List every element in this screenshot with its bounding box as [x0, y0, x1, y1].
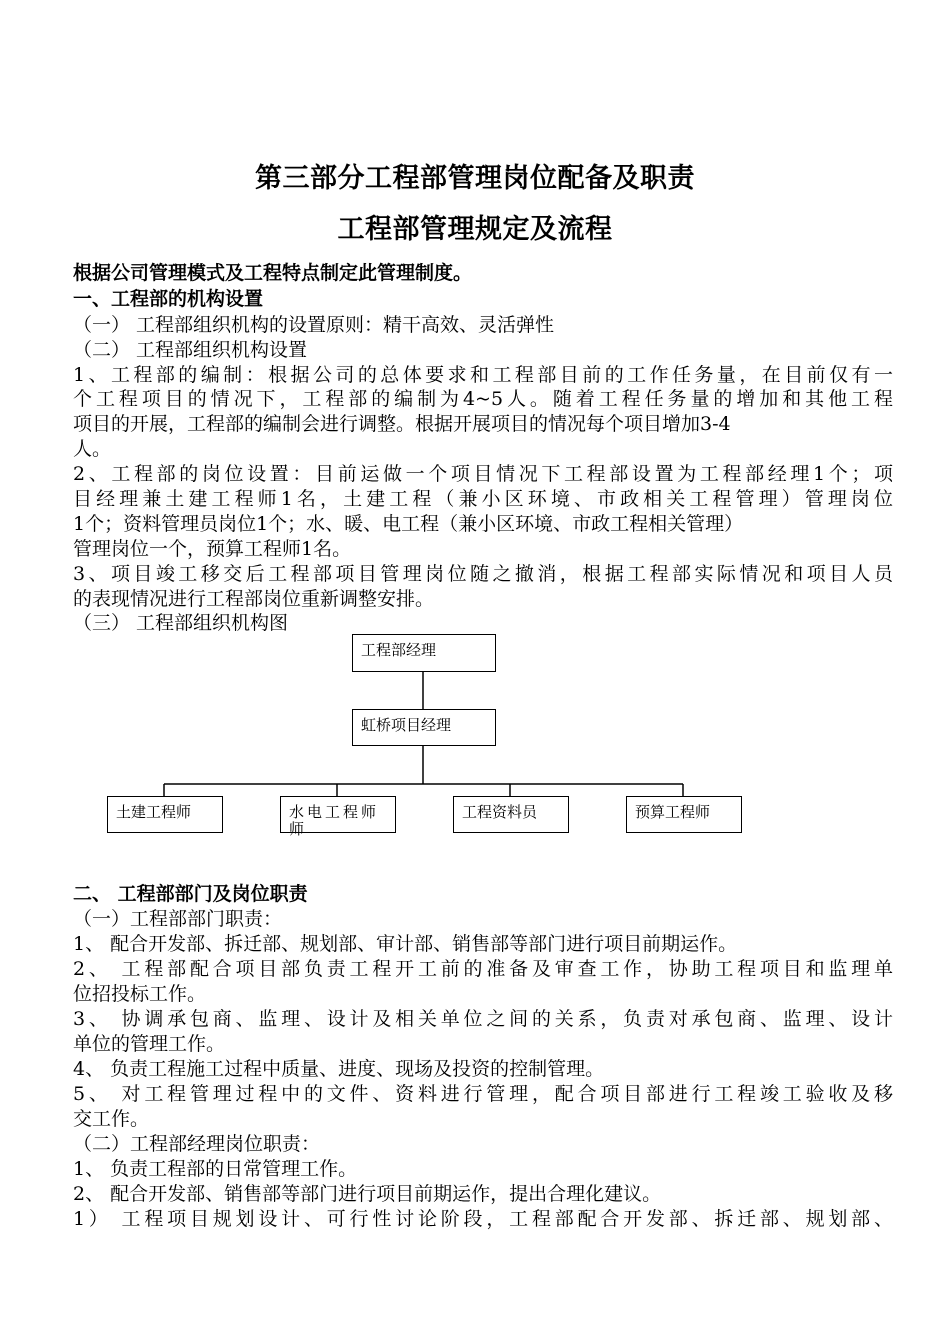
paragraph-line: 2、工程部的岗位设置：目前运做一个项目情况下工程部设置为工程部经理1个；项: [73, 463, 893, 485]
paragraph-line: 2、 配合开发部、销售部等部门进行项目前期运作，提出合理化建议。: [73, 1183, 662, 1205]
paragraph-line: 单位的管理工作。: [73, 1033, 226, 1055]
section-heading-2: 二、 工程部部门及岗位职责: [73, 883, 308, 905]
paragraph-line: 1、 负责工程部的日常管理工作。: [73, 1158, 358, 1180]
paragraph-line: 管理岗位一个，预算工程师1名。: [73, 538, 352, 560]
paragraph-line: 交工作。: [73, 1108, 150, 1130]
paragraph-line: 3、项目竣工移交后工程部项目管理岗位随之撤消，根据工程部实际情况和项目人员: [73, 563, 893, 585]
document-subtitle: 工程部管理规定及流程: [337, 214, 613, 245]
paragraph-line: 项目的开展，工程部的编制会进行调整。根据开展项目的情况每个项目增加3-4: [73, 413, 731, 435]
paragraph-line: （二） 工程部组织机构设置: [73, 339, 308, 361]
paragraph-line: （一）工程部部门职责：: [73, 908, 283, 930]
org-node-mep-engineer: 水电工程师 师: [280, 796, 396, 833]
org-node-document-clerk: 工程资料员: [453, 796, 569, 833]
paragraph-line: 1、 配合开发部、拆迁部、规划部、审计部、销售部等部门进行项目前期运作。: [73, 933, 738, 955]
paragraph-line: 2、 工程部配合项目部负责工程开工前的准备及审查工作，协助工程项目和监理单: [73, 958, 893, 980]
paragraph-line: 的表现情况进行工程部岗位重新调整安排。: [73, 588, 435, 610]
paragraph-line: （一） 工程部组织机构的设置原则：精干高效、灵活弹性: [73, 314, 555, 336]
paragraph-line: 个工程项目的情况下，工程部的编制为4~5人。随着工程任务量的增加和其他工程: [73, 388, 893, 410]
paragraph-line: （二）工程部经理岗位职责：: [73, 1133, 321, 1155]
paragraph-line: 1） 工程项目规划设计、可行性讨论阶段，工程部配合开发部、拆迁部、规划部、: [73, 1208, 893, 1230]
paragraph-line: 5、 对工程管理过程中的文件、资料进行管理，配合项目部进行工程竣工验收及移: [73, 1083, 893, 1105]
intro-line: 根据公司管理模式及工程特点制定此管理制度。: [73, 262, 473, 284]
org-node-budget-engineer: 预算工程师: [626, 796, 742, 833]
paragraph-line: 3、 协调承包商、监理、设计及相关单位之间的关系，负责对承包商、监理、设计: [73, 1008, 893, 1030]
org-node-project-manager: 虹桥项目经理: [352, 709, 496, 746]
paragraph-line: 位招投标工作。: [73, 983, 207, 1005]
document-title: 第三部分工程部管理岗位配备及职责: [255, 163, 695, 194]
paragraph-line: 1、工程部的编制：根据公司的总体要求和工程部目前的工作任务量，在目前仅有一: [73, 364, 893, 386]
org-node-department-manager: 工程部经理: [352, 634, 496, 672]
org-node-civil-engineer: 土建工程师: [107, 796, 223, 833]
paragraph-line: 4、 负责工程施工过程中质量、进度、现场及投资的控制管理。: [73, 1058, 605, 1080]
paragraph-line: 1个；资料管理员岗位1个；水、暖、电工程（兼小区环境、市政工程相关管理）: [73, 513, 744, 535]
section-heading-1: 一、工程部的机构设置: [73, 288, 264, 310]
paragraph-line: 目经理兼土建工程师1名，土建工程（兼小区环境、市政相关工程管理）管理岗位: [73, 488, 893, 510]
paragraph-line: 人。: [73, 438, 112, 460]
paragraph-line: （三） 工程部组织机构图: [73, 612, 289, 634]
